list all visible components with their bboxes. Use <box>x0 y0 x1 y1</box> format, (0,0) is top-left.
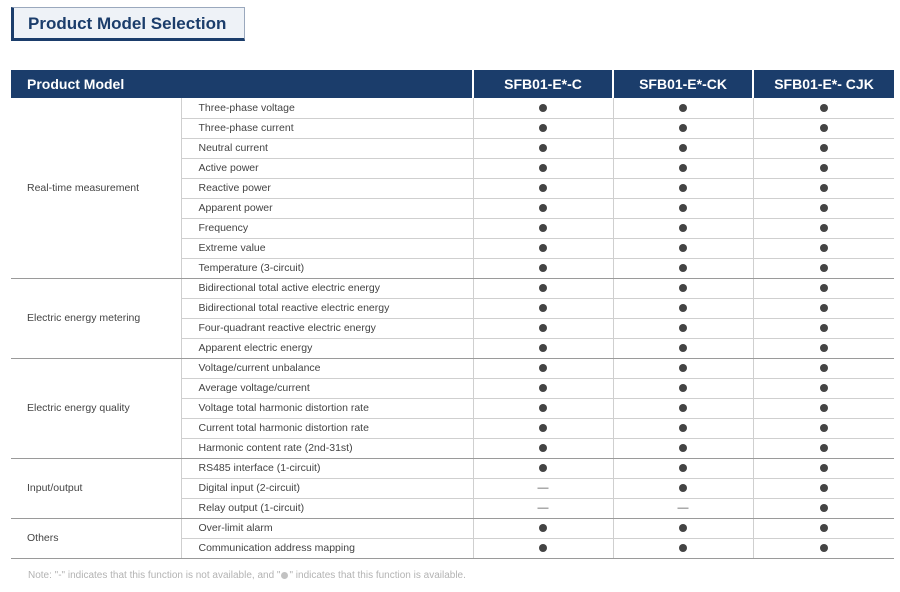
availability-cell <box>473 458 613 478</box>
available-dot-icon <box>820 544 828 552</box>
availability-cell <box>613 498 753 518</box>
available-dot-icon <box>820 144 828 152</box>
availability-cell <box>613 198 753 218</box>
availability-cell <box>613 98 753 118</box>
available-dot-icon <box>820 444 828 452</box>
available-dot-icon <box>679 464 687 472</box>
availability-cell <box>753 458 894 478</box>
available-dot-icon <box>820 424 828 432</box>
availability-cell <box>753 498 894 518</box>
availability-cell <box>613 398 753 418</box>
available-dot-icon <box>539 324 547 332</box>
availability-cell <box>473 218 613 238</box>
available-dot-icon <box>679 284 687 292</box>
group-label: Others <box>11 518 181 558</box>
feature-label: Current total harmonic distortion rate <box>181 418 473 438</box>
group-label: Real-time measurement <box>11 98 181 278</box>
available-dot-icon <box>281 572 288 579</box>
footnote-text-start: Note: "-" indicates that this function is not available, and " <box>28 570 281 581</box>
available-dot-icon <box>539 184 547 192</box>
available-dot-icon <box>679 544 687 552</box>
available-dot-icon <box>679 104 687 112</box>
feature-label: Average voltage/current <box>181 378 473 398</box>
feature-label: Apparent power <box>181 198 473 218</box>
group-label: Electric energy quality <box>11 358 181 458</box>
availability-cell <box>473 178 613 198</box>
available-dot-icon <box>539 424 547 432</box>
availability-cell <box>753 218 894 238</box>
availability-cell <box>613 118 753 138</box>
availability-cell <box>613 358 753 378</box>
feature-label: Neutral current <box>181 138 473 158</box>
availability-cell <box>473 398 613 418</box>
availability-cell <box>613 178 753 198</box>
unavailable-dash-icon: — <box>537 502 549 515</box>
header-model-2: SFB01-E*-CK <box>613 70 753 98</box>
feature-label: Voltage/current unbalance <box>181 358 473 378</box>
availability-cell <box>613 418 753 438</box>
unavailable-dash-icon: — <box>537 482 549 495</box>
availability-cell <box>753 358 894 378</box>
available-dot-icon <box>679 324 687 332</box>
feature-label: Over-limit alarm <box>181 518 473 538</box>
availability-cell <box>473 358 613 378</box>
available-dot-icon <box>820 364 828 372</box>
availability-cell <box>613 458 753 478</box>
available-dot-icon <box>820 404 828 412</box>
available-dot-icon <box>539 384 547 392</box>
available-dot-icon <box>679 244 687 252</box>
available-dot-icon <box>820 284 828 292</box>
available-dot-icon <box>539 144 547 152</box>
section-title-box <box>11 7 245 41</box>
feature-label: Reactive power <box>181 178 473 198</box>
available-dot-icon <box>679 224 687 232</box>
feature-label: Four-quadrant reactive electric energy <box>181 318 473 338</box>
footnote-text-end: " indicates that this function is available. <box>289 570 466 581</box>
available-dot-icon <box>820 524 828 532</box>
availability-cell <box>613 438 753 458</box>
feature-label: Digital input (2-circuit) <box>181 478 473 498</box>
available-dot-icon <box>820 264 828 272</box>
feature-label: Temperature (3-circuit) <box>181 258 473 278</box>
available-dot-icon <box>679 404 687 412</box>
available-dot-icon <box>679 444 687 452</box>
available-dot-icon <box>539 344 547 352</box>
availability-cell <box>473 98 613 118</box>
availability-cell <box>473 318 613 338</box>
availability-cell <box>613 378 753 398</box>
feature-label: Voltage total harmonic distortion rate <box>181 398 473 418</box>
available-dot-icon <box>539 544 547 552</box>
availability-cell <box>613 278 753 298</box>
available-dot-icon <box>679 264 687 272</box>
feature-label: Extreme value <box>181 238 473 258</box>
available-dot-icon <box>679 524 687 532</box>
available-dot-icon <box>820 304 828 312</box>
available-dot-icon <box>679 384 687 392</box>
availability-cell <box>473 138 613 158</box>
availability-cell <box>473 538 613 558</box>
unavailable-dash-icon: — <box>677 502 689 515</box>
feature-label: Bidirectional total reactive electric energy <box>181 298 473 318</box>
availability-cell <box>473 498 613 518</box>
available-dot-icon <box>539 444 547 452</box>
available-dot-icon <box>679 184 687 192</box>
available-dot-icon <box>679 484 687 492</box>
model-selection-table <box>11 70 894 559</box>
availability-cell <box>473 518 613 538</box>
available-dot-icon <box>820 224 828 232</box>
availability-cell <box>613 338 753 358</box>
table-row <box>11 518 894 538</box>
group-label: Input/output <box>11 458 181 518</box>
availability-cell <box>473 238 613 258</box>
available-dot-icon <box>539 404 547 412</box>
page-title: Product Model Selection <box>28 14 227 33</box>
availability-cell <box>753 198 894 218</box>
availability-cell <box>753 298 894 318</box>
availability-cell <box>753 238 894 258</box>
availability-cell <box>753 538 894 558</box>
availability-cell <box>473 258 613 278</box>
available-dot-icon <box>539 364 547 372</box>
footnote <box>28 570 466 581</box>
available-dot-icon <box>679 124 687 132</box>
availability-cell <box>753 98 894 118</box>
available-dot-icon <box>679 424 687 432</box>
availability-cell <box>753 258 894 278</box>
feature-label: Three-phase voltage <box>181 98 473 118</box>
availability-cell <box>753 178 894 198</box>
availability-cell <box>613 538 753 558</box>
availability-cell <box>753 338 894 358</box>
feature-label: Apparent electric energy <box>181 338 473 358</box>
availability-cell <box>753 278 894 298</box>
feature-label: Frequency <box>181 218 473 238</box>
availability-cell <box>753 118 894 138</box>
header-model-1: SFB01-E*-C <box>473 70 613 98</box>
availability-cell <box>753 158 894 178</box>
available-dot-icon <box>820 104 828 112</box>
availability-cell <box>473 378 613 398</box>
availability-cell <box>753 478 894 498</box>
available-dot-icon <box>820 204 828 212</box>
available-dot-icon <box>539 124 547 132</box>
availability-cell <box>753 398 894 418</box>
table-row <box>11 458 894 478</box>
available-dot-icon <box>679 344 687 352</box>
available-dot-icon <box>679 164 687 172</box>
available-dot-icon <box>820 244 828 252</box>
available-dot-icon <box>539 524 547 532</box>
table-body <box>11 98 894 558</box>
header-product-model: Product Model <box>11 70 473 98</box>
availability-cell <box>473 478 613 498</box>
availability-cell <box>473 438 613 458</box>
group-label: Electric energy metering <box>11 278 181 358</box>
availability-cell <box>753 378 894 398</box>
availability-cell <box>753 418 894 438</box>
available-dot-icon <box>539 244 547 252</box>
available-dot-icon <box>539 284 547 292</box>
available-dot-icon <box>820 324 828 332</box>
feature-label: Bidirectional total active electric energy <box>181 278 473 298</box>
availability-cell <box>613 258 753 278</box>
available-dot-icon <box>679 204 687 212</box>
availability-cell <box>473 118 613 138</box>
available-dot-icon <box>679 364 687 372</box>
availability-cell <box>473 338 613 358</box>
available-dot-icon <box>820 124 828 132</box>
available-dot-icon <box>539 204 547 212</box>
available-dot-icon <box>539 224 547 232</box>
available-dot-icon <box>679 144 687 152</box>
availability-cell <box>613 478 753 498</box>
feature-label: Three-phase current <box>181 118 473 138</box>
availability-cell <box>613 238 753 258</box>
table-row <box>11 358 894 378</box>
feature-label: Communication address mapping <box>181 538 473 558</box>
available-dot-icon <box>820 344 828 352</box>
available-dot-icon <box>820 184 828 192</box>
feature-label: Harmonic content rate (2nd-31st) <box>181 438 473 458</box>
available-dot-icon <box>820 164 828 172</box>
table-row <box>11 98 894 118</box>
available-dot-icon <box>820 464 828 472</box>
table-row <box>11 278 894 298</box>
feature-label: Relay output (1-circuit) <box>181 498 473 518</box>
available-dot-icon <box>539 304 547 312</box>
available-dot-icon <box>539 464 547 472</box>
availability-cell <box>753 438 894 458</box>
availability-cell <box>753 138 894 158</box>
availability-cell <box>613 218 753 238</box>
availability-cell <box>473 278 613 298</box>
availability-cell <box>613 298 753 318</box>
table-header-row <box>11 70 894 98</box>
availability-cell <box>613 318 753 338</box>
availability-cell <box>473 158 613 178</box>
availability-cell <box>473 298 613 318</box>
availability-cell <box>473 198 613 218</box>
header-model-3: SFB01-E*- CJK <box>753 70 894 98</box>
available-dot-icon <box>539 164 547 172</box>
available-dot-icon <box>820 484 828 492</box>
availability-cell <box>473 418 613 438</box>
available-dot-icon <box>539 104 547 112</box>
availability-cell <box>613 518 753 538</box>
availability-cell <box>613 158 753 178</box>
feature-label: Active power <box>181 158 473 178</box>
availability-cell <box>753 318 894 338</box>
available-dot-icon <box>820 384 828 392</box>
available-dot-icon <box>539 264 547 272</box>
availability-cell <box>613 138 753 158</box>
available-dot-icon <box>820 504 828 512</box>
feature-label: RS485 interface (1-circuit) <box>181 458 473 478</box>
available-dot-icon <box>679 304 687 312</box>
availability-cell <box>753 518 894 538</box>
